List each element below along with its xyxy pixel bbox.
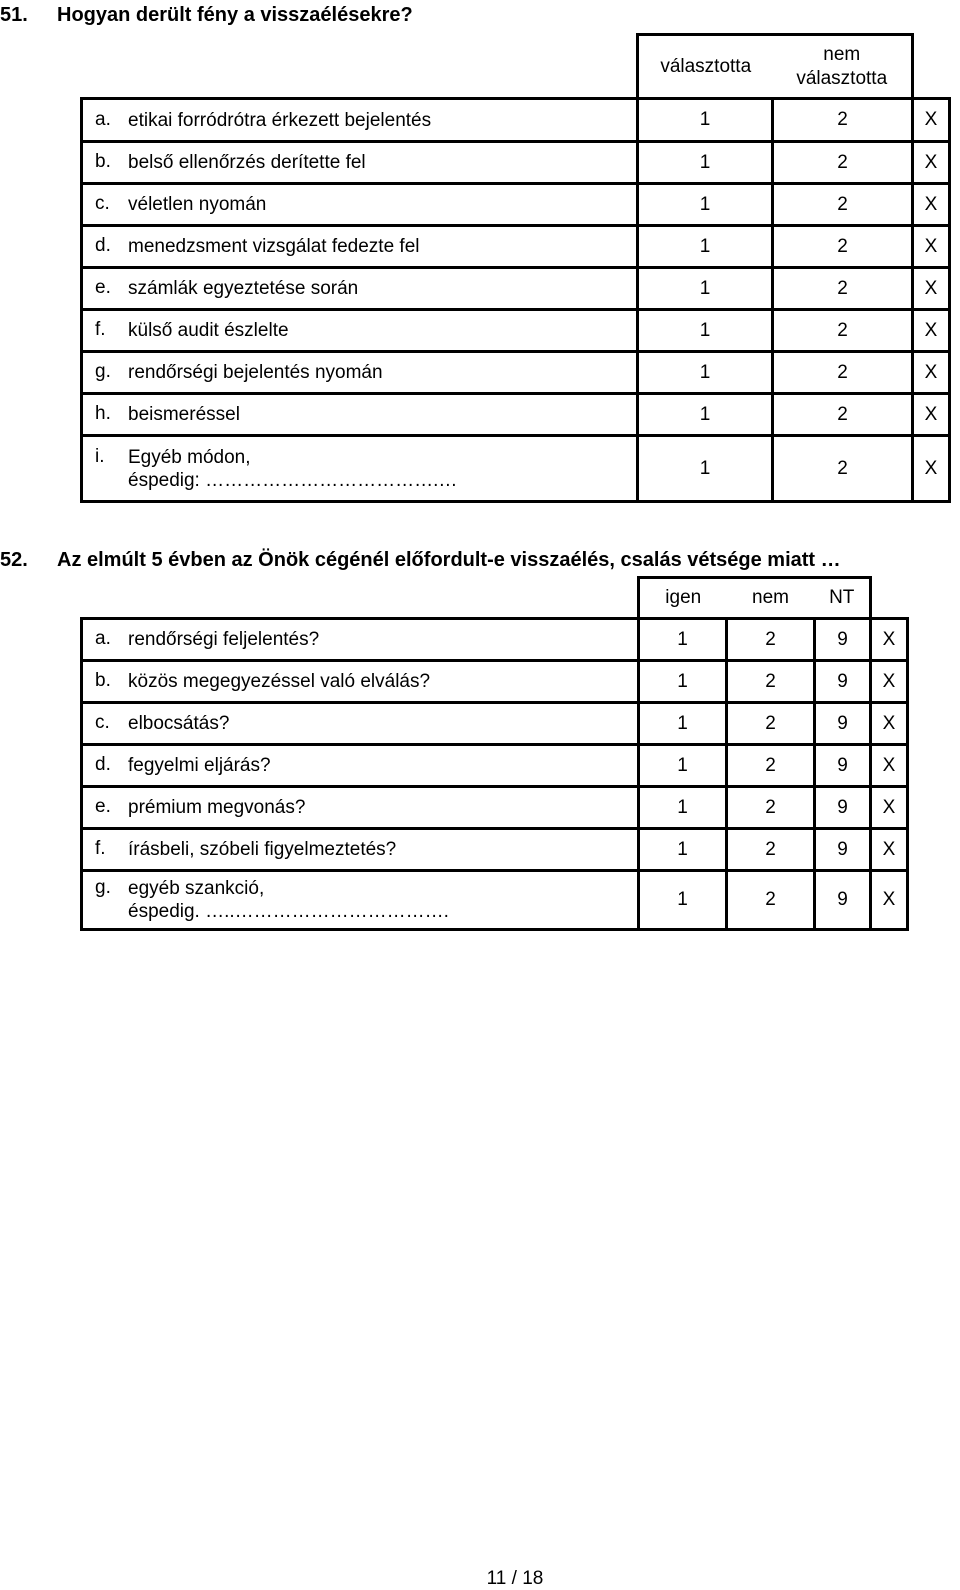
code-x: X [871, 829, 908, 871]
code-x: X [871, 661, 908, 703]
code-2: 2 [727, 787, 815, 829]
row-letter: d. [95, 754, 111, 775]
row-text: prémium megvonás? [128, 797, 306, 818]
row-text: egyéb szankció, éspedig. …..……………………………. [128, 878, 449, 922]
row-label [82, 184, 638, 226]
code-2: 2 [773, 394, 913, 436]
q51-row [82, 184, 950, 226]
code-2: 2 [727, 703, 815, 745]
q51-col-header-chose: választotta [638, 35, 773, 99]
page-number: 11 / 18 [486, 1568, 544, 1589]
q51-table [80, 33, 951, 503]
row-text: Egyéb módon, éspedig: ……………………………….… [128, 446, 458, 491]
row-text: írásbeli, szóbeli figyelmeztetés? [128, 839, 397, 860]
code-2: 2 [727, 661, 815, 703]
code-2: 2 [727, 829, 815, 871]
code-1: 1 [639, 661, 727, 703]
q52-row [82, 787, 908, 829]
code-2: 2 [773, 352, 913, 394]
row-text: etikai forródrótra érkezett bejelentés [128, 109, 432, 131]
code-1: 1 [638, 394, 773, 436]
code-1: 1 [639, 787, 727, 829]
row-label [82, 703, 639, 745]
q52-header-row [82, 578, 908, 619]
code-2: 2 [727, 619, 815, 661]
q52-title [0, 549, 841, 572]
code-2: 2 [773, 99, 913, 142]
code-x: X [913, 99, 950, 142]
code-2: 2 [773, 226, 913, 268]
code-1: 1 [638, 142, 773, 184]
code-1: 1 [639, 619, 727, 661]
code-x: X [913, 436, 950, 502]
code-9: 9 [815, 745, 871, 787]
code-1: 1 [638, 310, 773, 352]
code-2: 2 [773, 142, 913, 184]
code-9: 9 [815, 661, 871, 703]
q51-col-header-not-chose: nem választotta [773, 35, 913, 99]
code-x: X [913, 352, 950, 394]
row-label [82, 829, 639, 871]
q52-col-header-yes: igen [639, 578, 727, 619]
row-letter: c. [95, 193, 110, 214]
row-letter: c. [95, 712, 110, 733]
q52-row [82, 829, 908, 871]
row-text: beismeréssel [128, 404, 240, 425]
code-9: 9 [815, 829, 871, 871]
q52-row [82, 871, 908, 930]
row-label [82, 99, 638, 142]
code-x: X [871, 619, 908, 661]
row-text: menedzsment vizsgálat fedezte fel [128, 236, 420, 257]
q52-row [82, 745, 908, 787]
row-letter: f. [95, 838, 106, 859]
q51-number: 51. [0, 4, 28, 26]
row-text: közös megegyezéssel való elválás? [128, 671, 431, 692]
row-text: rendőrségi feljelentés? [128, 629, 320, 650]
code-9: 9 [815, 787, 871, 829]
row-letter: i. [95, 445, 105, 467]
row-text: külső audit észlelte [128, 320, 289, 341]
code-1: 1 [639, 871, 727, 930]
row-text: rendőrségi bejelentés nyomán [128, 362, 383, 383]
code-1: 1 [638, 226, 773, 268]
code-1: 1 [638, 99, 773, 142]
code-x: X [913, 310, 950, 352]
q51-row [82, 268, 950, 310]
q51-title [0, 4, 413, 27]
q52-row [82, 703, 908, 745]
code-2: 2 [773, 310, 913, 352]
row-label [82, 745, 639, 787]
row-letter: d. [95, 235, 111, 256]
q51-row [82, 142, 950, 184]
code-x: X [871, 703, 908, 745]
row-text: fegyelmi eljárás? [128, 755, 271, 776]
code-9: 9 [815, 619, 871, 661]
row-label [82, 352, 638, 394]
q51-row [82, 99, 950, 142]
row-letter: b. [95, 670, 111, 691]
code-1: 1 [638, 352, 773, 394]
code-1: 1 [639, 703, 727, 745]
row-letter: f. [95, 319, 106, 340]
row-text: véletlen nyomán [128, 194, 267, 215]
row-letter: g. [95, 361, 111, 382]
row-letter: a. [95, 628, 111, 649]
code-9: 9 [815, 703, 871, 745]
row-letter: h. [95, 403, 111, 424]
row-label [82, 394, 638, 436]
code-2: 2 [773, 184, 913, 226]
code-x: X [871, 871, 908, 930]
q52-title-text: Az elmúlt 5 évben az Önök cégénél előfordult-e visszaélés, csalás vétsége miatt … [57, 549, 841, 571]
code-x: X [871, 745, 908, 787]
row-letter: e. [95, 277, 111, 298]
q52-table [80, 576, 909, 931]
code-x: X [913, 184, 950, 226]
row-letter: a. [95, 108, 111, 130]
row-label [82, 310, 638, 352]
code-x: X [871, 787, 908, 829]
row-label [82, 226, 638, 268]
code-2: 2 [773, 268, 913, 310]
code-x: X [913, 268, 950, 310]
row-text: elbocsátás? [128, 713, 230, 734]
q52-row [82, 661, 908, 703]
code-1: 1 [639, 829, 727, 871]
code-2: 2 [727, 745, 815, 787]
q51-row [82, 310, 950, 352]
code-x: X [913, 394, 950, 436]
q51-row [82, 436, 950, 502]
row-letter: b. [95, 151, 111, 172]
q52-number: 52. [0, 549, 28, 571]
code-9: 9 [815, 871, 871, 930]
row-letter: e. [95, 796, 111, 817]
q52-col-header-na: NT [815, 578, 871, 619]
code-1: 1 [638, 268, 773, 310]
code-1: 1 [638, 436, 773, 502]
q51-title-text: Hogyan derült fény a visszaélésekre? [57, 4, 413, 26]
code-1: 1 [638, 184, 773, 226]
q51-row [82, 226, 950, 268]
row-text: belső ellenőrzés derítette fel [128, 152, 366, 173]
row-label [82, 661, 639, 703]
row-text: számlák egyeztetése során [128, 278, 359, 299]
q51-header-row [82, 35, 950, 99]
q51-row [82, 394, 950, 436]
row-label [82, 871, 639, 930]
q51-row [82, 352, 950, 394]
row-label [82, 436, 638, 502]
q52-col-header-no: nem [727, 578, 815, 619]
code-2: 2 [773, 436, 913, 502]
code-1: 1 [639, 745, 727, 787]
row-letter: g. [95, 877, 111, 898]
code-x: X [913, 226, 950, 268]
row-label [82, 619, 639, 661]
code-x: X [913, 142, 950, 184]
row-label [82, 142, 638, 184]
row-label [82, 787, 639, 829]
code-2: 2 [727, 871, 815, 930]
row-label [82, 268, 638, 310]
q52-row [82, 619, 908, 661]
